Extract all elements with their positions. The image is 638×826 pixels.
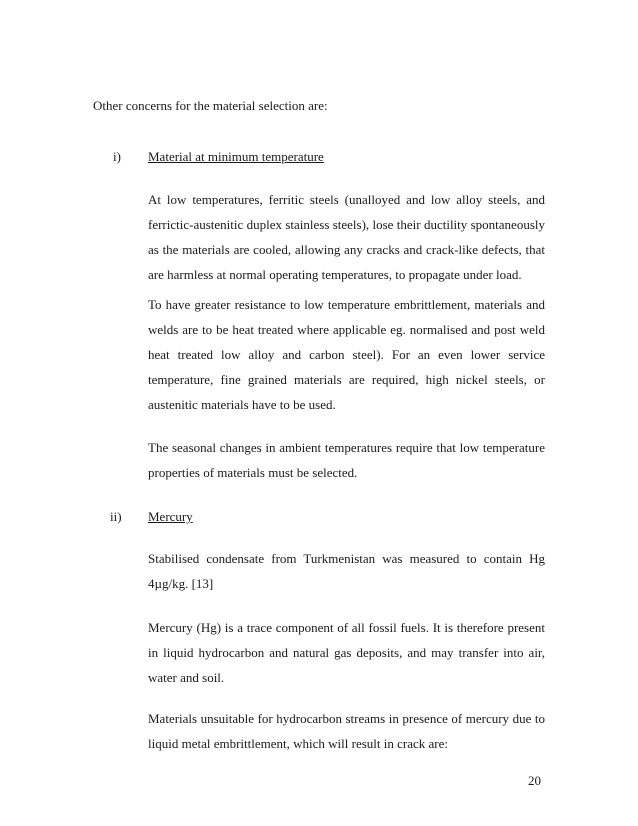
paragraph-turkmenistan-condensate: Stabilised condensate from Turkmenistan was measured to contain Hg 4µg/kg. [13] bbox=[148, 551, 545, 591]
item-marker-2: ii) bbox=[110, 509, 122, 524]
item-heading-material-at-minimum-temperature: Material at minimum temperature bbox=[148, 149, 324, 164]
item-marker-1: i) bbox=[113, 149, 121, 164]
paragraph-embrittlement-resistance: To have greater resistance to low temperature embrittlement, materials and welds are to be heat treated where applicable eg. normalised and post weld heat treated low alloy and carbon steel). For an even lower service temperature, fine grained materials are required, high nickel steels, or austenitic materials have to be used. bbox=[148, 297, 545, 412]
paragraph-mercury-trace-component: Mercury (Hg) is a trace component of all fossil fuels. It is therefore present in liquid hydrocarbon and natural gas deposits, and may transfer into air, water and soil. bbox=[148, 620, 545, 685]
paragraph-low-temperature-ductility: At low temperatures, ferritic steels (unalloyed and low alloy steels, and ferrictic-austenitic duplex stainless steels), lose their ductility spontaneously as the materials are cooled, allowing any cracks and crack-like defects, that are harmless at normal operating temperatures, to propagate under load. bbox=[148, 192, 545, 282]
item-heading-mercury: Mercury bbox=[148, 509, 193, 524]
paragraph-seasonal-changes: The seasonal changes in ambient temperatures require that low temperature properties of materials must be selected. bbox=[148, 440, 545, 480]
page-number: 20 bbox=[528, 773, 541, 788]
paragraph-unsuitable-materials: Materials unsuitable for hydrocarbon streams in presence of mercury due to liquid metal embrittlement, which will result in crack are: bbox=[148, 711, 545, 751]
intro-text: Other concerns for the material selection are: bbox=[93, 98, 328, 113]
